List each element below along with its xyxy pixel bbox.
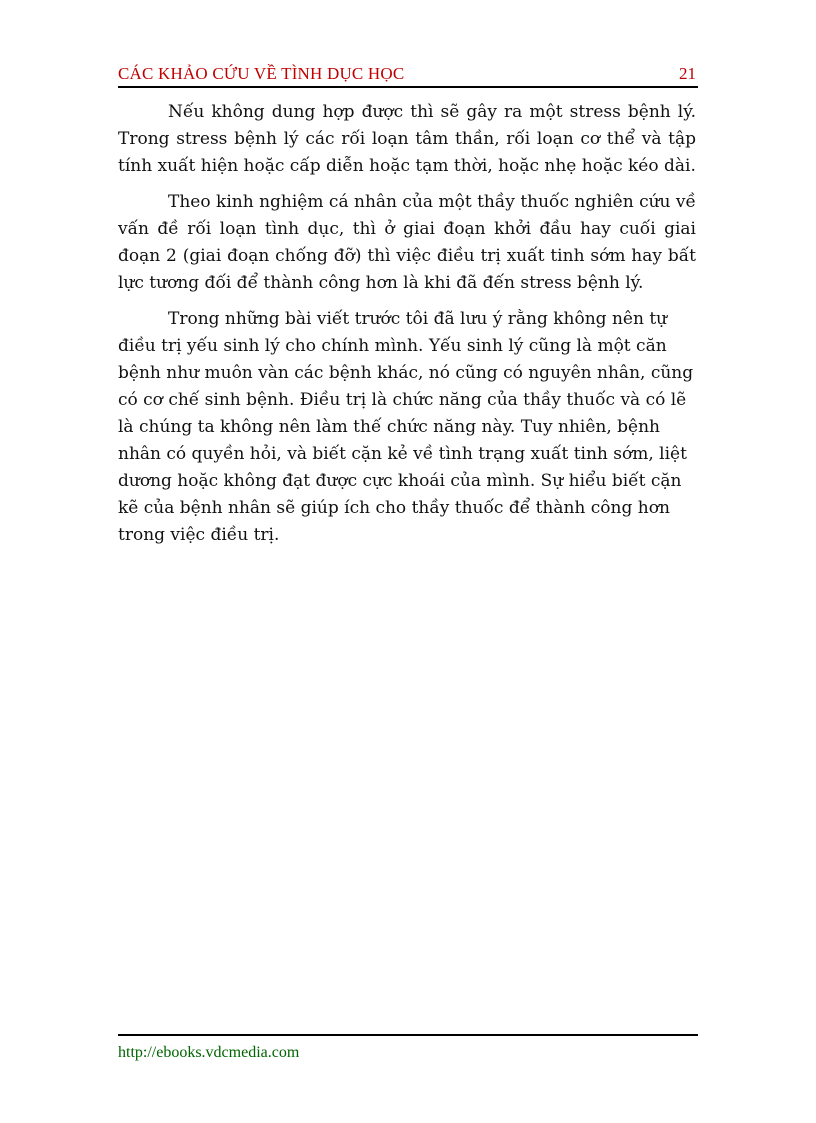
paragraph-1: Nếu không dung hợp được thì sẽ gây ra một stress bệnh lý. Trong stress bệnh lý các rối loạn tâm thần, rối loạn cơ thể và tập tính xuất hiện hoặc cấp diễn hoặc tạm thời, hoặc nhẹ hoặc kéo dài. (118, 102, 696, 176)
running-title: CÁC KHẢO CỨU VỀ TÌNH DỤC HỌC (118, 64, 405, 83)
footer-url-link[interactable]: http://ebooks.vdcmedia.com (118, 1044, 300, 1061)
footer-divider (118, 1034, 698, 1036)
page-header (118, 60, 698, 88)
body-text (118, 99, 696, 558)
paragraph-2: Theo kinh nghiệm cá nhân của một thầy thuốc nghiên cứu về vấn đề rối loạn tình dục, thì ở giai đoạn khởi đầu hay cuối giai đoạn 2 (giai đoạn chống đỡ) thì việc điều trị xuất tinh sớm hay bất lực tương đối để thành công hơn là khi đã đến stress bệnh lý. (118, 192, 696, 293)
paragraph-3: Trong những bài viết trước tôi đã lưu ý rằng không nên tự điều trị yếu sinh lý cho chính mình. Yếu sinh lý cũng là một căn bệnh như muôn vàn các bệnh khác, nó cũng có nguyên nhân, cũng có cơ chế sinh bệnh. Điều trị là chức năng của thầy thuốc và có lẽ là chúng ta không nên làm thế chức năng này. Tuy nhiên, bệnh nhân có quyền hỏi, và biết cặn kẻ về tình trạng xuất tinh sớm, liệt dương hoặc không đạt được cực khoái của mình. Sự hiểu biết cặn kẽ của bệnh nhân sẽ giúp ích cho thầy thuốc để thành công hơn trong việc điều trị. (118, 309, 694, 545)
page-number: 21 (679, 64, 696, 83)
